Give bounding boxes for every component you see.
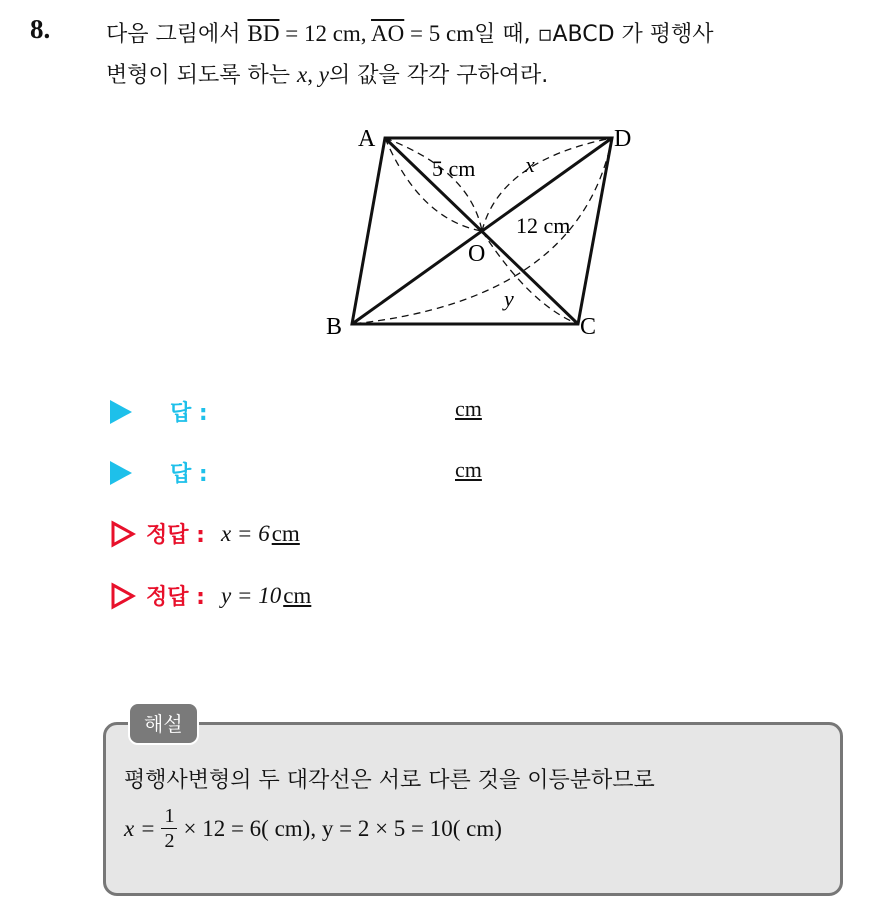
explanation-line-2 xyxy=(124,804,502,853)
answer-row-2 xyxy=(110,457,208,488)
correct-label: 정답 : xyxy=(146,523,205,548)
correct-label: 정답 : xyxy=(146,585,205,610)
answer-unit-1: cm xyxy=(455,396,482,421)
outline-play-icon xyxy=(110,582,136,610)
vertex-c-label: C xyxy=(580,314,597,340)
explanation-rest: × 12 = 6( cm), y = 2 × 5 = 10( cm) xyxy=(183,815,502,841)
play-icon xyxy=(110,400,132,424)
od-length-label: x xyxy=(525,152,535,177)
center-o-label: O xyxy=(468,241,486,267)
outline-play-icon xyxy=(110,520,136,548)
q-comma: , xyxy=(307,62,319,87)
q-ao: $\overline{AO} = 5$ cm xyxy=(371,21,475,46)
oc-length-label: y xyxy=(504,286,514,311)
answer-row-1 xyxy=(110,396,208,427)
answer-label: 답 : xyxy=(170,462,208,487)
fraction-numerator: 1 xyxy=(161,804,177,829)
q-intro: 다음 그림에서 xyxy=(106,22,241,47)
q-rest1: 일 때, ▫ABCD 가 평행사 xyxy=(474,22,714,47)
vertex-b-label: B xyxy=(326,314,343,340)
play-icon xyxy=(110,461,132,485)
q-line2a: 변형이 되도록 하는 xyxy=(106,63,291,88)
q-line2b: 의 값을 각각 구하여라. xyxy=(328,63,549,88)
parallelogram-figure xyxy=(320,120,640,345)
correct-row-1 xyxy=(110,518,300,549)
bd-length-label: 12 cm xyxy=(516,213,571,238)
vertex-d-label: D xyxy=(614,126,632,152)
q-x: x xyxy=(297,62,308,87)
fraction xyxy=(161,804,177,853)
correct-answer-1: x = 6 xyxy=(220,520,270,546)
answer-label: 답 : xyxy=(170,401,208,426)
explanation-tag: 해설 xyxy=(128,702,199,745)
correct-answer-2: y = 10 xyxy=(220,582,282,608)
explanation-line-1: 평행사변형의 두 대각선은 서로 다른 것을 이등분하므로 xyxy=(124,768,655,793)
q-y: y xyxy=(318,62,329,87)
correct-row-2 xyxy=(110,580,311,611)
q-bd: $\overline{BD} = 12$ cm, xyxy=(247,21,372,46)
ao-length-label: 5 cm xyxy=(432,156,476,181)
correct-unit-2: cm xyxy=(283,582,312,608)
fraction-denominator: 2 xyxy=(164,830,175,852)
vertex-a-label: A xyxy=(358,126,376,152)
correct-unit-1: cm xyxy=(271,520,300,546)
question-text xyxy=(106,14,866,96)
explanation-x: x = xyxy=(124,815,156,841)
answer-unit-2: cm xyxy=(455,457,482,482)
question-number: 8. xyxy=(30,14,51,44)
